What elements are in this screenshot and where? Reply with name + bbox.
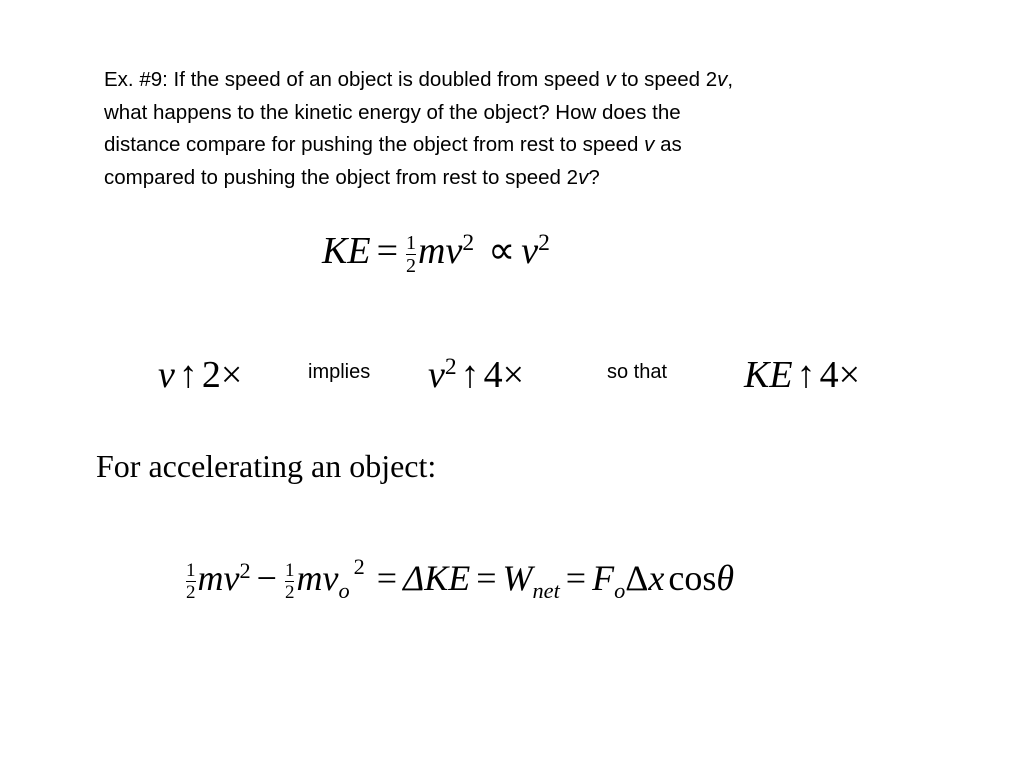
fraction-one-half-b: $\frac{1}{2}$: [284, 560, 295, 604]
speed-squared-expression: $v^2$ ↑ 4×: [428, 354, 525, 396]
question-line-4: compared to pushing the object from rest to speed 2v?: [104, 165, 600, 189]
question-text: [104, 64, 924, 194]
question-line-1: Ex. #9: If the speed of an object is doubled from speed v to speed 2v,: [104, 68, 734, 91]
question-line-2: what happens to the kinetic energy of the object? How does the: [104, 100, 681, 124]
ke-quadrupled-expression: KE ↑ 4×: [744, 354, 860, 396]
speed-doubled-expression: v ↑ 2×: [158, 354, 243, 396]
kinetic-energy-equation: KE = $\frac{1}{2}$ $mv^2 \propto v^2$: [322, 230, 550, 277]
question-line-3: distance compare for pushing the object from rest to speed v as: [104, 133, 682, 156]
fraction-one-half: $\frac{1}{2}$: [406, 231, 416, 277]
so-that-label: so that: [607, 361, 668, 383]
fraction-one-half-a: $\frac{1}{2}$: [186, 560, 196, 604]
work-energy-equation: $\frac{1}{2}$ $mv^2$ − $\frac{1}{2}$ $mv_o^2 = \Delta KE = W_{net} = F_o\Delta x$ cosθ: [186, 554, 735, 604]
implies-label: implies: [308, 361, 371, 383]
section-heading: For accelerating an object:: [96, 448, 437, 484]
